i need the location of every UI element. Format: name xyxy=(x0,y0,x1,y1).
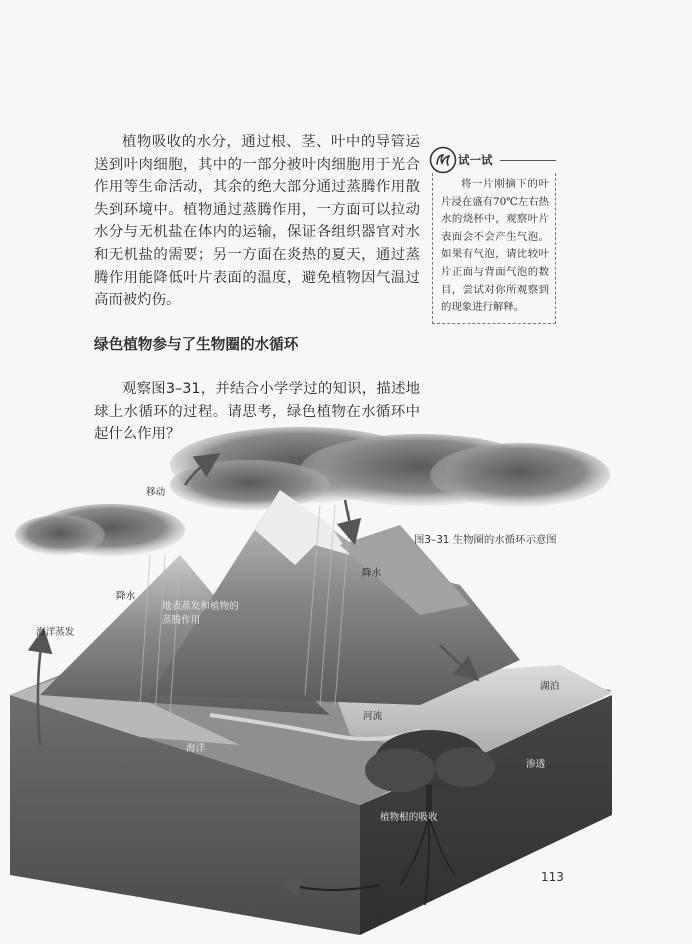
try-it-title: 试一试 xyxy=(458,153,493,167)
label-precip-right: 降水 xyxy=(362,568,382,579)
cloud-top xyxy=(170,427,610,510)
try-it-icon xyxy=(428,145,458,175)
section-heading: 绿色植物参与了生物圈的水循环 xyxy=(94,336,299,353)
label-infiltration: 渗透 xyxy=(526,759,546,770)
label-ocean-evaporation: 海洋蒸发 xyxy=(36,627,75,638)
body-paragraph-1: 植物吸收的水分，通过根、茎、叶中的导管运送到叶肉细胞，其中的一部分被叶肉细胞用于光合作用等生命活动，其余的绝大部分通过蒸腾作用散失到环境中。植物通过蒸腾作用，一方面可以拉动水分与无机盐在体内的运输，保证各组织器官对水和无机盐的需要；另一方面在炎热的夏天，通过蒸腾作用能降低叶片表面的温度，避免植物因气温过高而被灼伤。 xyxy=(94,134,420,309)
label-lake: 湖泊 xyxy=(540,681,560,692)
label-ocean: 海洋 xyxy=(186,743,206,754)
label-root-absorption: 植物根的吸收 xyxy=(380,812,438,823)
label-precip-left: 降水 xyxy=(116,591,136,602)
label-surface-evaporation: 地表蒸发和植物的蒸腾作用 xyxy=(162,601,239,626)
label-move: 移动 xyxy=(146,487,166,498)
label-river: 河流 xyxy=(363,711,383,722)
try-it-rule xyxy=(500,160,556,161)
body-paragraph-2: 观察图3–31，并结合小学学过的知识，描述地球上水循环的过程。请思考，绿色植物在水循环中起什么作用？ xyxy=(94,381,420,443)
try-it-text: 将一片刚摘下的叶片浸在盛有70℃左右热水的烧杯中，观察叶片表面会不会产生气泡。如果有气泡，请比较叶片正面与背面气泡的数目，尝试对你所观察到的现象进行解释。 xyxy=(432,173,556,324)
try-it-box xyxy=(428,145,556,324)
cloud-left xyxy=(15,504,185,556)
water-cycle-illustration xyxy=(0,415,692,944)
page-number: 113 xyxy=(541,870,564,884)
figure-caption: 图3–31 生物圈的水循环示意图 xyxy=(414,534,557,546)
